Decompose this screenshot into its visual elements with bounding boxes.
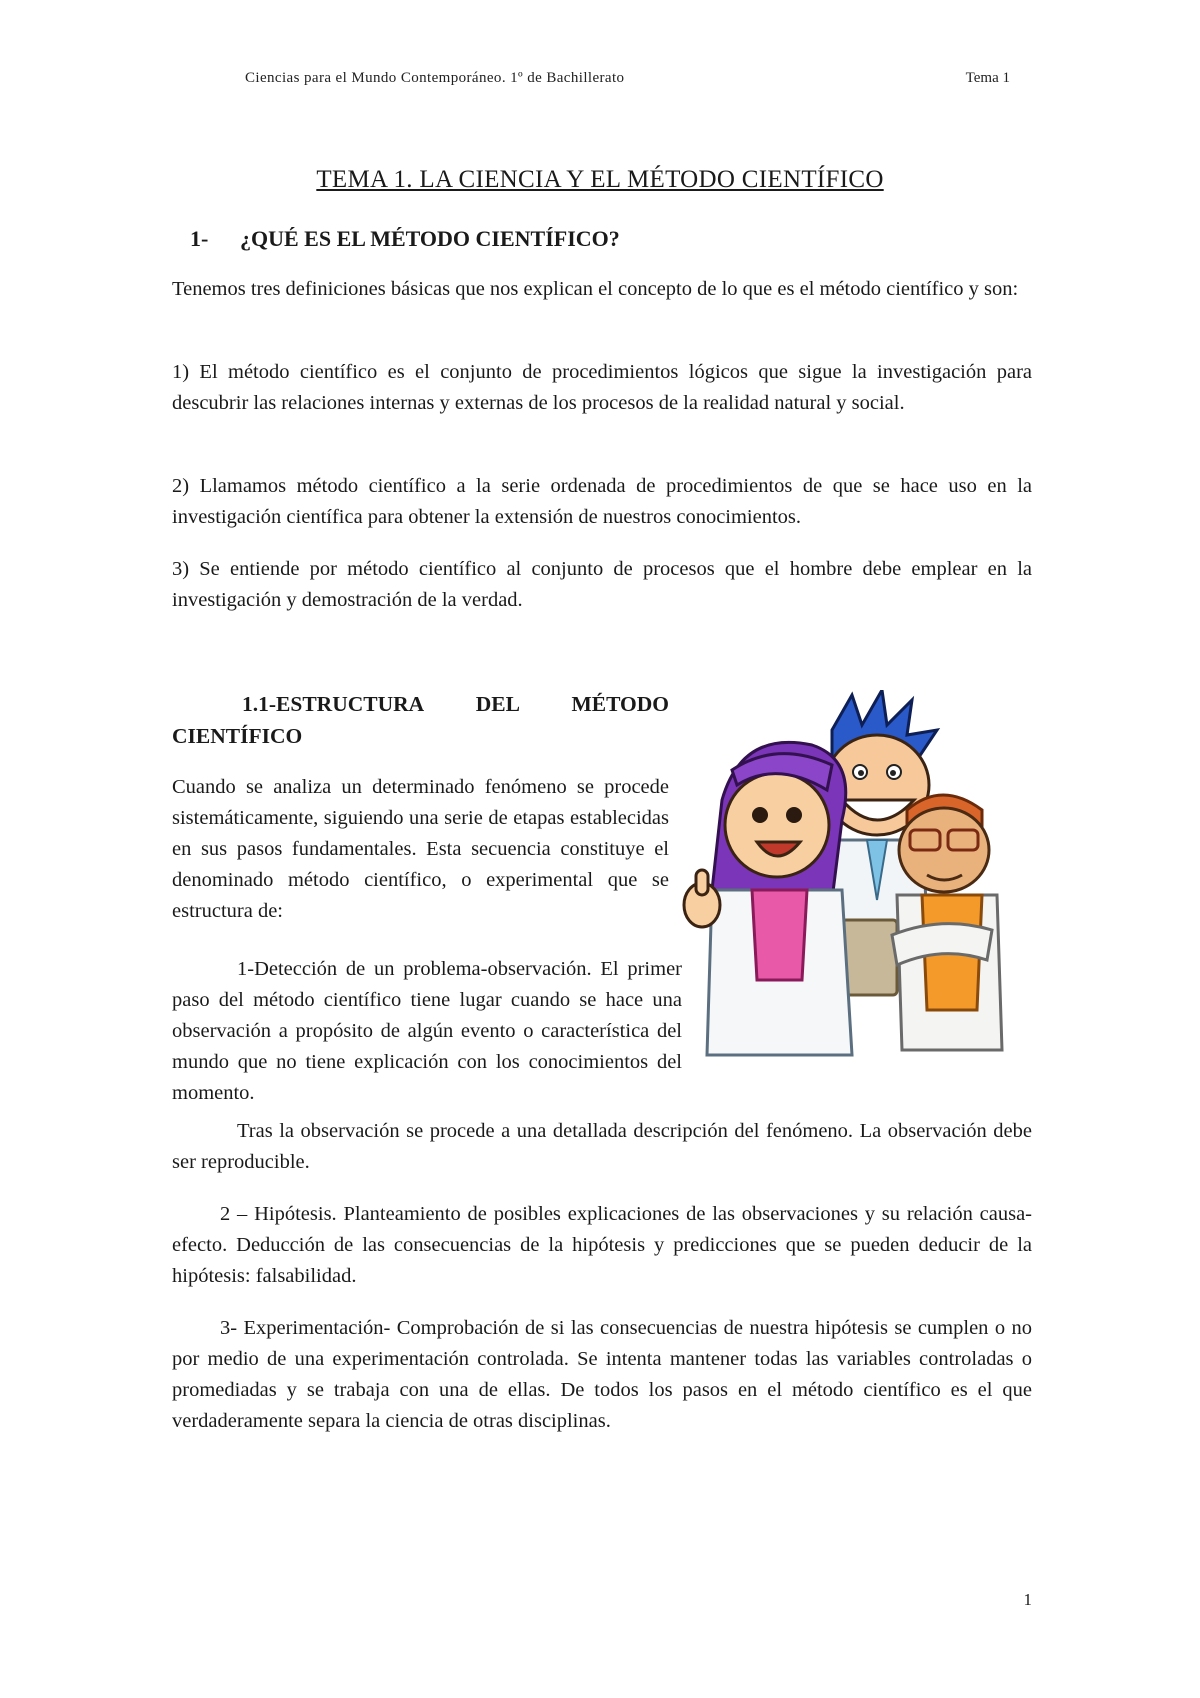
- step-3-paragraph: 3- Experimentación- Comprobación de si las consecuencias de nuestra hipótesis se cumplen o no por medio de una experimentación controlada. Se intenta mantener todas las variables controladas o promediadas y se trabaja con una de ellas. De todos los pasos en el método científico es el que verdaderamente separa la ciencia de otras disciplinas.: [172, 1317, 1032, 1432]
- intro-paragraph: Tenemos tres definiciones básicas que nos explican el concepto de lo que es el método científico y son:: [172, 278, 1019, 300]
- definition-3: 3) Se entiende por método científico al conjunto de procesos que el hombre debe emplear en la investigación y demostración de la verdad.: [172, 558, 1032, 611]
- section-heading: [190, 226, 620, 252]
- purple-hair-scientist: [684, 742, 852, 1055]
- subsection-heading-word: CIENTÍFICO: [172, 724, 303, 748]
- orange-hair-scientist: [892, 795, 1002, 1050]
- section-number: 1-: [190, 226, 209, 251]
- running-header-topic: Tema 1: [965, 70, 1010, 86]
- running-header: Ciencias para el Mundo Contemporáneo. 1º de Bachillerato: [245, 70, 625, 86]
- step-1-continuation: Tras la observación se procede a una detallada descripción del fenómeno. La observación debe ser reproducible.: [172, 1120, 1032, 1173]
- subsection-heading-word: MÉTODO: [571, 692, 669, 716]
- page-number: 1: [1023, 1590, 1032, 1609]
- page-title: TEMA 1. LA CIENCIA Y EL MÉTODO CIENTÍFICO: [316, 166, 884, 193]
- subsection-heading-word: DEL: [475, 692, 520, 716]
- definition-2: 2) Llamamos método científico a la serie ordenada de procedimientos de que se hace uso en la investigación científica para obtener la extensión de nuestros conocimientos.: [172, 475, 1032, 528]
- subsection-heading-word: 1.1-ESTRUCTURA: [242, 692, 425, 716]
- step-1-paragraph: 1-Detección de un problema-observación. El primer paso del método científico tiene lugar cuando se hace una observación a propósito de algún evento o característica del mundo que no tiene explicación con los conocimientos del momento.: [172, 958, 682, 1104]
- scientists-illustration: [682, 690, 1032, 1060]
- definition-1: 1) El método científico es el conjunto de procedimientos lógicos que sigue la investigación para descubrir las relaciones internas y externas de los procesos de la realidad natural y social.: [172, 361, 1032, 414]
- structure-intro: Cuando se analiza un determinado fenómeno se procede sistemáticamente, siguiendo una serie de etapas establecidas en sus pasos fundamentales. Esta secuencia constituye el denominado método científico, o experimental que se estructura de:: [172, 776, 669, 922]
- step-2-paragraph: 2 – Hipótesis. Planteamiento de posibles explicaciones de las observaciones y su relación causa-efecto. Deducción de las consecuencias de la hipótesis y predicciones que se pueden deducir de la hipótesis: falsabilidad.: [172, 1203, 1032, 1287]
- section-heading-text: ¿QUÉ ES EL MÉTODO CIENTÍFICO?: [240, 226, 620, 251]
- subsection-heading: [172, 688, 669, 752]
